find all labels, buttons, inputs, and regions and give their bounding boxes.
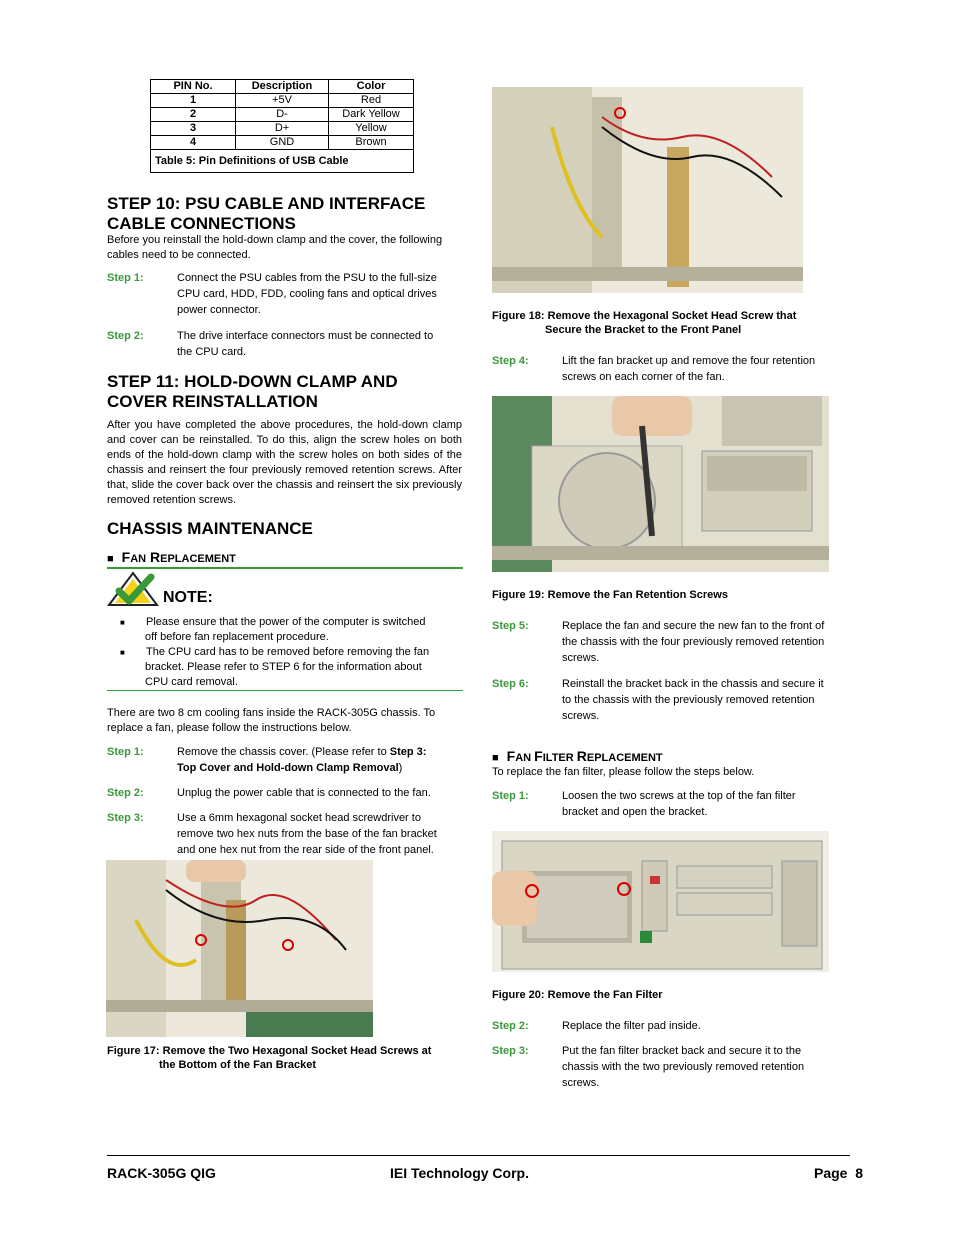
table-header: Color xyxy=(329,80,414,94)
fan-step2 xyxy=(107,785,467,801)
footer-doc-name: RACK-305G QIG xyxy=(107,1165,216,1181)
fan-step3 xyxy=(107,810,467,860)
chassis-maintenance-title: CHASSIS MAINTENANCE xyxy=(107,519,313,538)
step-label: Step 2: xyxy=(107,787,144,799)
step-label: Step 2: xyxy=(492,1020,529,1032)
heading-cap: F xyxy=(506,748,516,764)
table-cell: 2 xyxy=(151,108,236,122)
caption-line: Secure the Bracket to the Front Panel xyxy=(545,324,742,336)
note-line: CPU card removal. xyxy=(145,676,238,688)
step-line: Reinstall the bracket back in the chassis and secure it xyxy=(562,678,824,690)
step-label: Step 3: xyxy=(492,1045,529,1057)
figure20-caption: Figure 20: Remove the Fan Filter xyxy=(492,989,663,1001)
step-text xyxy=(562,676,824,724)
figure19-caption: Figure 19: Remove the Fan Retention Screws xyxy=(492,589,728,601)
heading-cap: R xyxy=(576,748,587,764)
step-line: Replace the fan and secure the new fan to the front of xyxy=(562,620,825,632)
step-line: Lift the fan bracket up and remove the four retention xyxy=(562,355,816,367)
caption-line: Figure 17: Remove the Two Hexagonal Socket Head Screws at xyxy=(107,1045,432,1057)
step-line: Remove the chassis cover. (Please refer to xyxy=(177,746,390,758)
figure20-photo xyxy=(492,831,829,972)
table-row xyxy=(151,136,414,150)
step-line: The drive interface connectors must be connected to xyxy=(177,330,434,342)
step-text xyxy=(177,810,437,858)
note-top-rule xyxy=(107,567,463,569)
note-line: The CPU card has to be removed before removing the fan xyxy=(146,646,430,658)
step11-heading xyxy=(107,372,467,412)
table-cell: 3 xyxy=(151,122,236,136)
step-line: screws on each corner of the fan. xyxy=(562,371,725,383)
step-text xyxy=(562,618,824,666)
table-cell: D- xyxy=(236,108,329,122)
step10-intro xyxy=(107,233,467,263)
note-line: Please ensure that the power of the computer is switched xyxy=(146,616,426,628)
step-line: Use a 6mm hexagonal socket head screwdriver to xyxy=(177,812,421,824)
step-line: the CPU card. xyxy=(177,346,247,358)
note-line: bracket. Please refer to STEP 6 for the information about xyxy=(145,661,422,673)
heading-smallcaps: EPLACEMENT xyxy=(586,752,663,764)
intro-line: Before you reinstall the hold-down clamp and the cover, the following xyxy=(107,234,443,246)
table-cell: GND xyxy=(236,136,329,150)
fan-replacement-heading xyxy=(107,549,236,565)
step-label: Step 4: xyxy=(492,355,529,367)
footer-company: IEI Technology Corp. xyxy=(390,1165,529,1181)
table-caption: Table 5: Pin Definitions of USB Cable xyxy=(151,150,414,173)
figure19-photo xyxy=(492,396,829,572)
square-bullet-icon: ■ xyxy=(120,618,125,627)
fan-filter-heading xyxy=(492,748,663,764)
step-line: screws. xyxy=(562,1077,600,1089)
step10-step1 xyxy=(107,270,467,320)
step-line: screws. xyxy=(562,710,600,722)
step11-title-line1: STEP 11: HOLD-DOWN CLAMP AND xyxy=(107,372,398,391)
caption-line: the Bottom of the Fan Bracket xyxy=(159,1059,317,1071)
step-text xyxy=(177,270,437,318)
table-row xyxy=(151,94,414,108)
note-title: NOTE: xyxy=(163,589,213,606)
filter-step3 xyxy=(492,1043,852,1093)
step-text xyxy=(562,1043,804,1091)
heading-smallcaps: AN xyxy=(515,752,535,764)
usb-pin-table xyxy=(150,79,414,173)
fan-step1 xyxy=(107,744,467,778)
table-cell: Yellow xyxy=(329,122,414,136)
table-cell: 1 xyxy=(151,94,236,108)
intro-line: There are two 8 cm cooling fans inside the RACK-305G chassis. To xyxy=(107,707,436,719)
heading-smallcaps: ILTER xyxy=(542,752,577,764)
table-caption-row xyxy=(151,150,414,173)
heading-cap: F xyxy=(121,549,131,565)
note-line: off before fan replacement procedure. xyxy=(145,631,329,643)
heading-smallcaps: AN xyxy=(130,553,147,565)
step-line: screws. xyxy=(562,652,600,664)
step-ref: Top Cover and Hold-down Clamp Removal xyxy=(177,762,399,774)
square-bullet-icon: ■ xyxy=(492,752,499,764)
step-line: chassis with the two previously removed retention xyxy=(562,1061,805,1073)
fan-step4 xyxy=(492,353,852,387)
square-bullet-icon: ■ xyxy=(120,648,125,657)
figure18-caption xyxy=(492,309,796,337)
fan-step5 xyxy=(492,618,852,668)
page-label: Page xyxy=(814,1165,848,1181)
step-line: ) xyxy=(398,762,403,774)
step-ref: Step 3: xyxy=(389,746,427,758)
step11-title-line2: COVER REINSTALLATION xyxy=(107,392,318,411)
filter-intro: To replace the fan filter, please follow the steps below. xyxy=(492,766,755,778)
table-cell: +5V xyxy=(236,94,329,108)
table-cell: 4 xyxy=(151,136,236,150)
step10-title-line1: STEP 10: PSU CABLE AND INTERFACE xyxy=(107,194,426,213)
filter-step1 xyxy=(492,788,852,822)
fan-step6 xyxy=(492,676,852,726)
step-text: Unplug the power cable that is connected to the fan. xyxy=(177,787,431,799)
step-text xyxy=(177,328,433,360)
heading-cap: F xyxy=(534,748,543,764)
checkmark-icon xyxy=(107,571,159,607)
heading-cap: R xyxy=(150,549,161,565)
intro-line: replace a fan, please follow the instructions below. xyxy=(107,722,352,734)
table-cell: Brown xyxy=(329,136,414,150)
step-text xyxy=(177,744,426,776)
step-line: the chassis with the four previously removed retention xyxy=(562,636,825,648)
footer-rule xyxy=(107,1155,850,1156)
table-header-row xyxy=(151,80,414,94)
step-line: Put the fan filter bracket back and secure it to the xyxy=(562,1045,802,1057)
step-text xyxy=(562,788,796,820)
table-row xyxy=(151,122,414,136)
step-label: Step 5: xyxy=(492,620,529,632)
step-line: Loosen the two screws at the top of the fan filter xyxy=(562,790,796,802)
filter-step2 xyxy=(492,1018,852,1034)
table-header: Description xyxy=(236,80,329,94)
step-line: to the chassis with the previously removed retention xyxy=(562,694,815,706)
table-cell: Red xyxy=(329,94,414,108)
heading-smallcaps: EPLACEMENT xyxy=(160,553,236,565)
table-cell: D+ xyxy=(236,122,329,136)
step10-heading xyxy=(107,194,467,234)
step-line: bracket and open the bracket. xyxy=(562,806,708,818)
table-cell: Dark Yellow xyxy=(329,108,414,122)
step-label: Step 1: xyxy=(492,790,529,802)
figure17-photo xyxy=(106,860,373,1037)
step-line: Connect the PSU cables from the PSU to the full-size xyxy=(177,272,437,284)
step-text: Replace the filter pad inside. xyxy=(562,1020,701,1032)
page-number: 8 xyxy=(855,1165,864,1181)
step10-step2 xyxy=(107,328,467,362)
caption-line: Figure 18: Remove the Hexagonal Socket Head Screw that xyxy=(492,310,797,322)
step11-paragraph: After you have completed the above procedures, the hold-down clamp and cover can be reinstalled. To do this, align the screw holes on both ends of the hold-down clamp with the screw holes on both sides of the chassis and reinsert the four previously removed retention screws. After that, slide the cover back over the chassis and reinsert the six previously removed retention screws. xyxy=(107,419,462,506)
step-line: and one hex nut from the rear side of the front panel. xyxy=(177,844,434,856)
step-label: Step 6: xyxy=(492,678,529,690)
step-label: Step 1: xyxy=(107,746,144,758)
figure18-photo xyxy=(492,87,803,293)
step-label: Step 2: xyxy=(107,330,144,342)
step10-title-line2: CABLE CONNECTIONS xyxy=(107,214,296,233)
step-line: CPU card, HDD, FDD, cooling fans and optical drives xyxy=(177,288,437,300)
table-row xyxy=(151,108,414,122)
step-line: remove two hex nuts from the base of the fan bracket xyxy=(177,828,437,840)
square-bullet-icon: ■ xyxy=(107,553,114,565)
step-text xyxy=(562,353,815,385)
table-header: PIN No. xyxy=(151,80,236,94)
step-line: power connector. xyxy=(177,304,261,316)
footer-page xyxy=(814,1165,863,1181)
step-label: Step 3: xyxy=(107,812,144,824)
step-label: Step 1: xyxy=(107,272,144,284)
intro-line: cables need to be connected. xyxy=(107,249,251,261)
figure17-caption xyxy=(107,1044,431,1072)
fan-intro xyxy=(107,706,435,736)
note-bottom-rule xyxy=(107,690,463,691)
